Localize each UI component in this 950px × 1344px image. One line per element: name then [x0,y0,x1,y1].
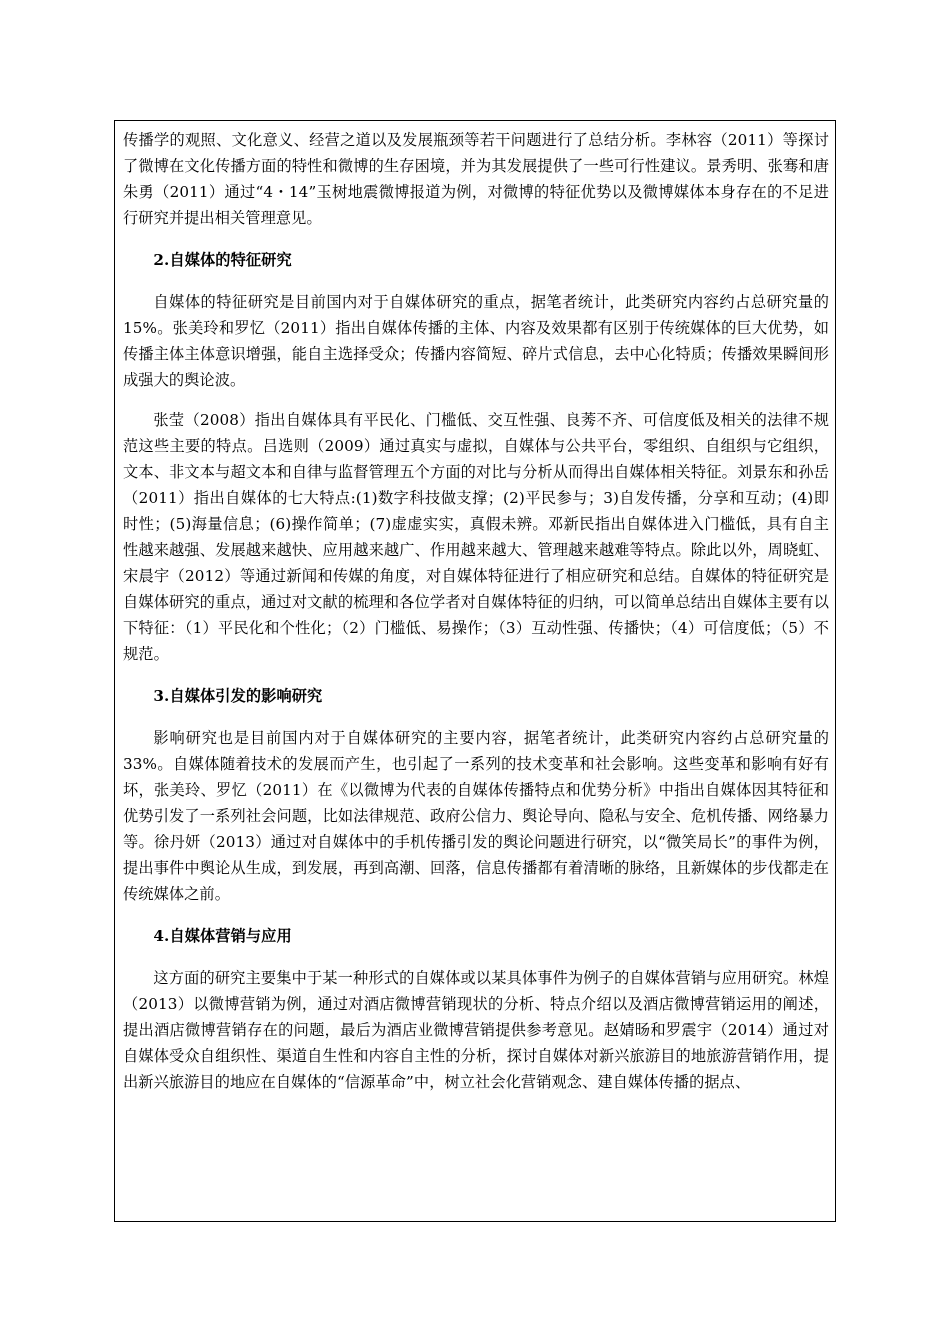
section-2-paragraph-2: 张莹（2008）指出自媒体具有平民化、门槛低、交互性强、良莠不齐、可信度低及相关的法律不规范这些主要的特点。吕选则（2009）通过真实与虚拟，自媒体与公共平台，零组织、自组织与它组织，文本、非文本与超文本和自律与监督管理五个方面的对比与分析从而得出自媒体相关特征。刘景东和孙岳（2011）指出自媒体的七大特点:(1)数字科技做支撑；(2)平民参与；3)自发传播，分享和互动；(4)即时性；(5)海量信息；(6)操作简单；(7)虚虚实实，真假未辨。邓新民指出自媒体进入门槛低，具有自主性越来越强、发展越来越快、应用越来越广、作用越来越大、管理越来越难等特点。除此以外，周晓虹、宋晨宇（2012）等通过新闻和传媒的角度，对自媒体特征进行了相应研究和总结。自媒体的特征研究是自媒体研究的重点，通过对文献的梳理和各位学者对自媒体特征的归纳，可以简单总结出自媒体主要有以下特征：（1）平民化和个性化；（2）门槛低、易操作；（3）互动性强、传播快；（4）可信度低；（5）不规范。 [123,411,829,663]
section-4-heading: 4.自媒体营销与应用 [153,927,292,945]
section-2-paragraph-1: 自媒体的特征研究是目前国内对于自媒体研究的重点，据笔者统计，此类研究内容约占总研究量的15%。张美玲和罗忆（2011）指出自媒体传播的主体、内容及效果都有区别于传统媒体的巨大优势，如传播主体主体意识增强，能自主选择受众；传播内容简短、碎片式信息，去中心化特质；传播效果瞬间形成强大的舆论波。 [123,293,829,389]
section-2-heading: 2.自媒体的特征研究 [153,251,292,269]
intro-paragraph: 传播学的观照、文化意义、经营之道以及发展瓶颈等若干问题进行了总结分析。李林容（2011）等探讨了微博在文化传播方面的特性和微博的生存困境，并为其发展提供了一些可行性建议。景秀明、张骞和唐朱勇（2011）通过“4・14”玉树地震微博报道为例，对微博的特征优势以及微博媒体本身存在的不足进行研究并提出相关管理意见。 [123,131,829,227]
section-3-heading: 3.自媒体引发的影响研究 [153,687,323,705]
section-3-paragraph-1: 影响研究也是目前国内对于自媒体研究的主要内容，据笔者统计，此类研究内容约占总研究量的33%。自媒体随着技术的发展而产生，也引起了一系列的技术变革和社会影响。这些变革和影响有好有坏，张美玲、罗忆（2011）在《以微博为代表的自媒体传播特点和优势分析》中指出自媒体因其特征和优势引发了一系列社会问题，比如法律规范、政府公信力、舆论导向、隐私与安全、危机传播、网络暴力等。徐丹妍（2013）通过对自媒体中的手机传播引发的舆论问题进行研究，以“微笑局长”的事件为例，提出事件中舆论从生成，到发展，再到高潮、回落，信息传播都有着清晰的脉络，且新媒体的步伐都走在传统媒体之前。 [123,729,829,903]
section-4-paragraph-1: 这方面的研究主要集中于某一种形式的自媒体或以某具体事件为例子的自媒体营销与应用研究。林煌（2013）以微博营销为例，通过对酒店微博营销现状的分析、特点介绍以及酒店微博营销运用的阐述，提出酒店微博营销存在的问题，最后为酒店业微博营销提供参考意见。赵婧旸和罗震宇（2014）通过对自媒体受众自组织性、渠道自生性和内容自主性的分析，探讨自媒体对新兴旅游目的地旅游营销作用，提出新兴旅游目的地应在自媒体的“信源革命”中，树立社会化营销观念、建自媒体传播的据点、 [123,969,829,1091]
document-body [123,127,829,1095]
